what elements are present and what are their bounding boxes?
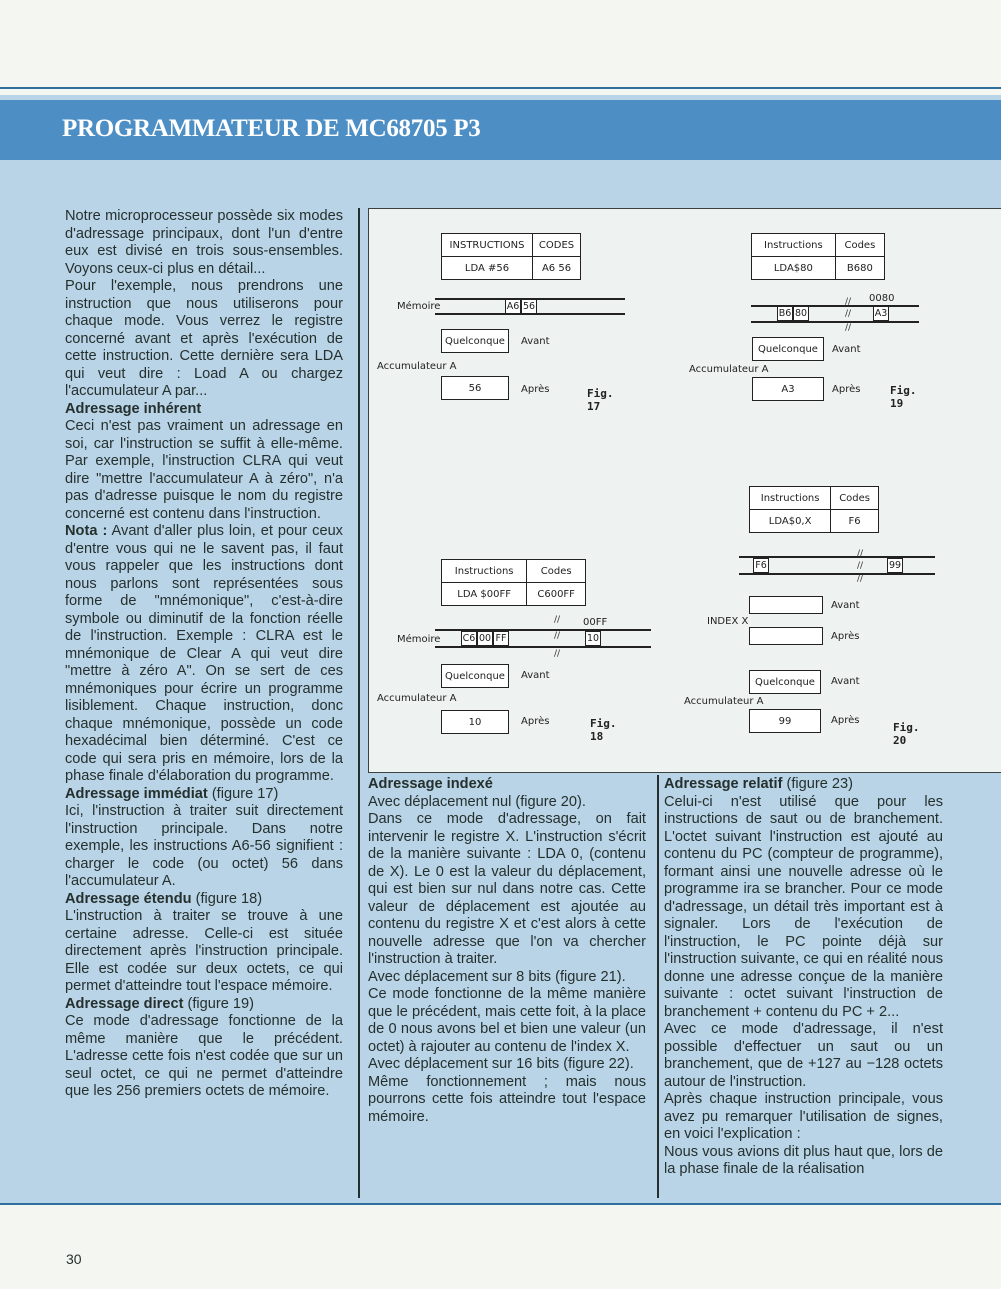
instruction-table [441, 559, 586, 606]
header-codes: CODES [533, 234, 581, 257]
memory-cell: FF [493, 631, 509, 646]
page-title: PROGRAMMATEUR DE MC68705 P3 [62, 115, 481, 142]
header-instructions: Instructions [750, 487, 831, 510]
instruction-table [751, 233, 885, 280]
subheading-text: Adressage étendu [65, 890, 192, 907]
paragraph: Ici, l'instruction à traiter suit directement l'instruction principale. Dans notre exemple, les instructions A6-56 signifient : charger le code (ou octet) 56 dans l'accumulateur A. [65, 803, 343, 889]
nota-text: Avant d'aller plus loin, et pour ceux d'entre vous qui ne le savent pas, il faut vous rappeler que les instructions dont nous parlons sont représentées sous forme de "mnémonique", c'est-à-dire symbole ou diminutif de la fonction réelle de l'instruction. Exemple : CLRA est le mnémonique de Clear A qui veut dire "mettre à zéro A". On se sert de ces mnémoniques pour écrire un programme lisiblement. Chaque instruction, donc chaque mnémonique, possède un code hexadécimal bien déterminé. C'est ce code qui sera pris en mémoire, lors de la phase finale d'élaboration du programme. [65, 523, 343, 784]
break-mark: // [554, 649, 561, 659]
column-3 [664, 776, 943, 1179]
index-after [749, 627, 823, 645]
instruction-table [441, 233, 581, 280]
accumulator-after: 99 [749, 709, 821, 733]
paragraph: Pour l'exemple, nous prendrons une instruction que nous utiliserons pour chaque mode. Vous verrez le registre concerné avant et après l'exécution de cette instruction. Cette dernière sera LDA qui veut dire : Load A ou chargez l'accumulateur A par... [65, 278, 343, 399]
before-label: Avant [521, 670, 550, 681]
figure-ref: (figure 19) [183, 995, 255, 1012]
accumulator-after: 10 [441, 710, 509, 734]
instruction-table [749, 486, 879, 533]
header-codes: Codes [831, 487, 879, 510]
before-label: Avant [832, 344, 861, 355]
header-codes: Codes [527, 560, 586, 583]
paragraph: Avec déplacement sur 16 bits (figure 22). [368, 1056, 634, 1072]
paragraph: Avec ce mode d'adressage, il n'est possible d'effectuer un saut ou un branchement, que de +127 au −128 octets autour de l'instruction. [664, 1021, 943, 1090]
paragraph: L'instruction à traiter se trouve à une certaine adresse. Celle-ci est située directement après l'instruction principale. Elle est codée sur deux octets, ce qui permet d'atteindre tout l'espace mémoire. [65, 908, 343, 994]
memory-cell: 00 [478, 633, 492, 644]
column-divider [358, 208, 360, 1198]
after-label: Après [521, 384, 550, 395]
accumulator-before: Quelconque [749, 670, 821, 694]
figure-ref: (figure 17) [207, 785, 279, 802]
accumulator-label: Accumulateur A [377, 693, 457, 704]
index-before [749, 596, 823, 614]
after-label: Après [832, 384, 861, 395]
figure-ref: (figure 18) [191, 890, 263, 907]
memory-label: Mémoire [397, 634, 441, 645]
figures-panel [368, 208, 1001, 773]
header-codes: Codes [835, 234, 884, 257]
accumulator-label: Accumulateur A [689, 364, 769, 375]
subheading-text: Adressage relatif [664, 776, 783, 792]
paragraph: Nous vous avions dit plus haut que, lors de la phase finale de la réalisation [664, 1143, 943, 1177]
figure-label: Fig. 20 [893, 721, 920, 747]
memory-cell: 99 [888, 560, 902, 571]
accumulator-label: Accumulateur A [377, 361, 457, 372]
paragraph: Dans ce mode d'adressage, on fait intervenir le registre X. L'instruction s'écrit de la manière suivante : LDA 0, (contenu de X). Le 0 est la valeur du déplacement, qui est bien sur nul dans notre cas. Cette valeur de déplacement est ajoutée au contenu du registre X et c'est alors à cette nouvelle adresse que l'on va chercher l'instruction à traiter. [368, 811, 646, 967]
codes-cell: B680 [835, 257, 884, 280]
index-label: INDEX X [707, 616, 749, 627]
break-mark: // [845, 297, 852, 307]
paragraph: Notre microprocesseur possède six modes d'adressage principaux, dont l'un d'entre eux est divisé en trois sous-ensembles. Voyons ceux-ci plus en détail... [65, 208, 343, 277]
paragraph: Avec déplacement nul (figure 20). [368, 793, 586, 810]
memory-cell: A6 [506, 301, 520, 312]
subheading-text: Adressage immédiat [65, 785, 208, 802]
accumulator-after: 56 [441, 376, 509, 400]
column-divider [657, 775, 659, 1198]
memory-cell: B6 [778, 308, 792, 319]
accumulator-after: A3 [752, 377, 824, 401]
accumulator-before: Quelconque [441, 329, 509, 353]
column-1 [65, 208, 343, 1101]
before-label: Avant [521, 336, 550, 347]
figure-label: Fig. 18 [590, 717, 617, 743]
paragraph: Ceci n'est pas vraiment un adressage en soi, car l'instruction se suffit à elle-même. Par exemple, l'instruction CLRA qui veut dire "mettre l'accumulateur A à zéro", n'a pas d'adresse puisque le nom du registre concerné est contenu dans l'instruction. [65, 418, 343, 522]
memory-cell: A3 [874, 308, 888, 319]
figure-label: Fig. 19 [890, 384, 917, 410]
paragraph: Ce mode d'adressage fonctionne de la même manière que le précédent. L'adresse cette fois n'est codée que sur un seul octet, ce qui ne permet d'atteindre que les 256 premiers octets de mémoire. [65, 1013, 343, 1099]
instruction-cell: LDA$0,X [750, 510, 831, 533]
memory-cell: F6 [753, 558, 769, 573]
address-label: 00FF [583, 617, 608, 628]
accumulator-before: Quelconque [752, 337, 824, 361]
codes-cell: A6 56 [533, 257, 581, 280]
memory-line [435, 646, 651, 648]
subheading [65, 996, 343, 1014]
instruction-cell: LDA$80 [752, 257, 836, 280]
paragraph: Celui-ci n'est utilisé que pour les instructions de saut ou de branchement. L'octet suivant l'instruction est ajouté au contenu du PC (compteur de programme), formant ainsi une nouvelle adresse où le programme ira se brancher. Pour ce mode d'adressage, un détail très important est à signaler. Lors de l'exécution de l'instruction, le PC pointe déjà sur l'instruction suivante, ce qui en réalité nous donne une adresse conçue de la manière suivante : octet suivant l'instruction de branchement + contenu du PC + 2... [664, 793, 943, 1020]
instruction-cell: LDA #56 [442, 257, 533, 280]
after-label: Après [521, 716, 550, 727]
page-number: 30 [66, 1251, 82, 1267]
paragraph: Ce mode fonctionne de la même manière que le précédent, mais cette foit, à la place de 0 nous avons bel et bien une valeur (un octet) à rajouter au contenu de l'index X. [368, 986, 646, 1055]
figure-label: Fig. 17 [587, 387, 614, 413]
nota-label: Nota : [65, 523, 108, 539]
paragraph [65, 523, 343, 786]
break-mark: // [857, 561, 864, 571]
break-mark: // [845, 323, 852, 333]
break-mark: // [857, 549, 864, 559]
before-label: Avant [831, 600, 860, 611]
figure-ref: (figure 23) [782, 776, 854, 792]
break-mark: // [554, 631, 561, 641]
codes-cell: C600FF [527, 583, 586, 606]
codes-cell: F6 [831, 510, 879, 533]
break-mark: // [554, 615, 561, 625]
header-instructions: INSTRUCTIONS [442, 234, 533, 257]
top-rule [0, 87, 1001, 89]
after-label: Après [831, 715, 860, 726]
subheading [65, 891, 343, 909]
subheading [664, 776, 943, 794]
instruction-cell: LDA $00FF [442, 583, 527, 606]
address-label: 0080 [869, 293, 895, 304]
header-instructions: Instructions [752, 234, 836, 257]
column-2 [368, 776, 646, 1126]
paragraph: Même fonctionnement ; mais nous pourrons cette fois atteindre tout l'espace mémoire. [368, 1073, 646, 1125]
after-label: Après [831, 631, 860, 642]
accumulator-before: Quelconque [441, 664, 509, 688]
subheading [65, 786, 343, 804]
bottom-rule [0, 1203, 1001, 1205]
memory-cell: 10 [586, 633, 600, 644]
break-mark: // [857, 574, 864, 584]
memory-line [739, 573, 935, 575]
before-label: Avant [831, 676, 860, 687]
paragraph: Après chaque instruction principale, vous avez pu remarquer l'utilisation de signes, en voici l'explication : [664, 1091, 943, 1142]
memory-label: Mémoire [397, 301, 441, 312]
subheading: Adressage indexé [368, 776, 493, 792]
header-instructions: Instructions [442, 560, 527, 583]
memory-cell: 56 [522, 301, 536, 312]
break-mark: // [845, 309, 852, 319]
memory-line [751, 321, 919, 323]
subheading-text: Adressage direct [65, 995, 184, 1012]
memory-cell: 80 [794, 308, 808, 319]
paragraph: Avec déplacement sur 8 bits (figure 21). [368, 968, 626, 985]
subheading: Adressage inhérent [65, 400, 202, 417]
memory-cell: C6 [462, 633, 476, 644]
accumulator-label: Accumulateur A [684, 696, 764, 707]
